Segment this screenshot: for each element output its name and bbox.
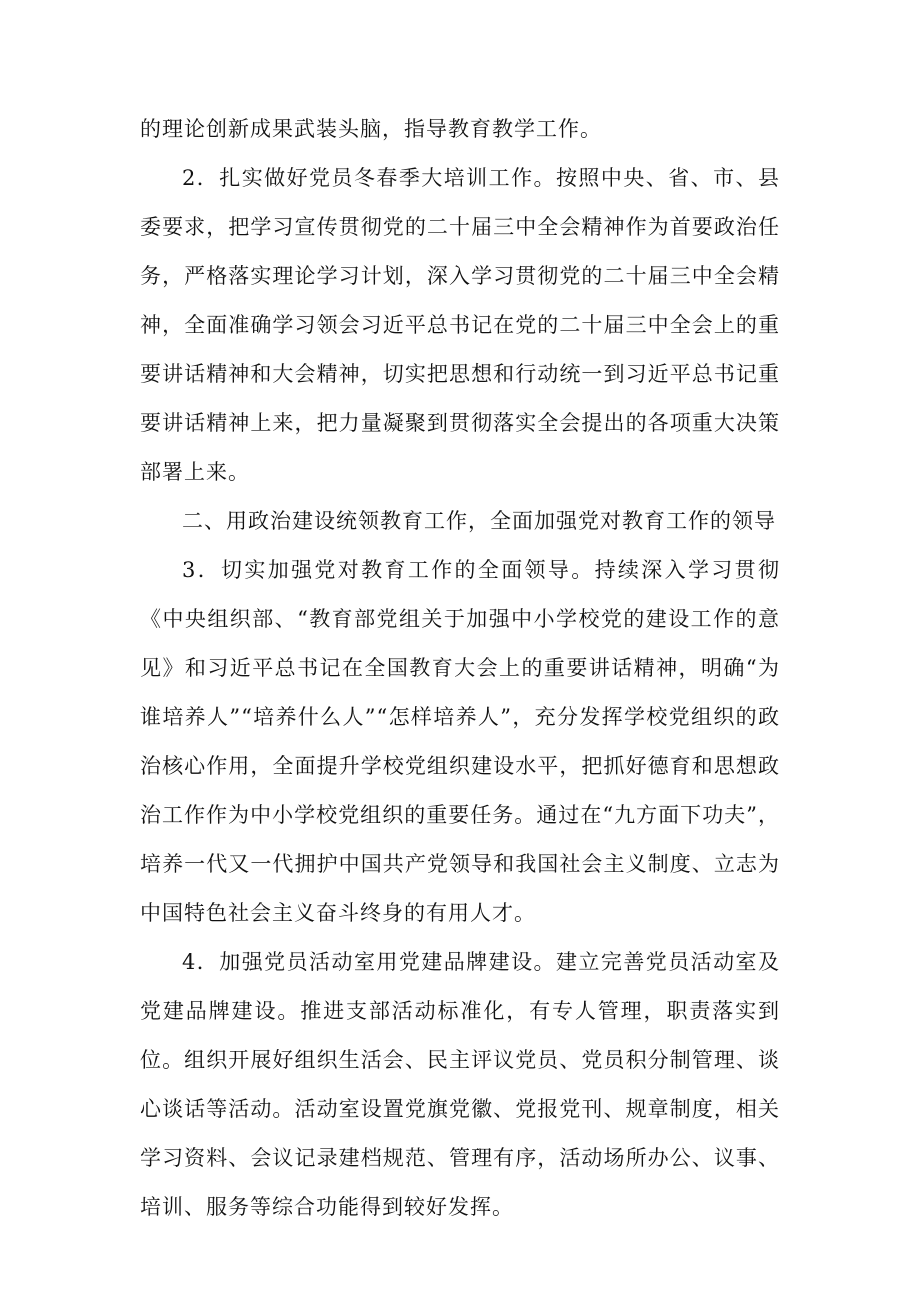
paragraph-continuation: 的理论创新成果武装头脑，指导教育教学工作。 xyxy=(140,117,602,141)
document-body xyxy=(140,105,780,1232)
paragraph-item-3: 3．切实加强党对教育工作的全面领导。持续深入学习贯彻《中央组织部、“教育部党组关于加强中小学校党的建设工作的意见》和习近平总书记在全国教育大会上的重要讲话精神，明确“为谁培养人”“培养什么人”“怎样培养人”，充分发挥学校党组织的政治核心作用，全面提升学校党组织建设水平，把抓好德育和思想政治工作作为中小学校党组织的重要任务。通过在“九方面下功夫”，培养一代又一代拥护中国共产党领导和我国社会主义制度、立志为中国特色社会主义奋斗终身的有用人才。 xyxy=(140,558,780,925)
paragraph-item-2: 2．扎实做好党员冬春季大培训工作。按照中央、省、市、县委要求，把学习宣传贯彻党的二十届三中全会精神作为首要政治任务，严格落实理论学习计划，深入学习贯彻党的二十届三中全会精神，全面准确学习领会习近平总书记在党的二十届三中全会上的重要讲话精神和大会精神，切实把思想和行动统一到习近平总书记重要讲话精神上来，把力量凝聚到贯彻落实全会提出的各项重大决策部署上来。 xyxy=(140,166,780,484)
section-heading-2: 二、用政治建设统领教育工作，全面加强党对教育工作的领导 xyxy=(182,509,776,533)
paragraph-item-4: 4．加强党员活动室用党建品牌建设。建立完善党员活动室及党建品牌建设。推进支部活动标准化，有专人管理，职责落实到位。组织开展好组织生活会、民主评议党员、党员积分制管理、谈心谈话等活动。活动室设置党旗党徽、党报党刊、规章制度，相关学习资料、会议记录建档规范、管理有序，活动场所办公、议事、培训、服务等综合功能得到较好发挥。 xyxy=(140,950,780,1219)
